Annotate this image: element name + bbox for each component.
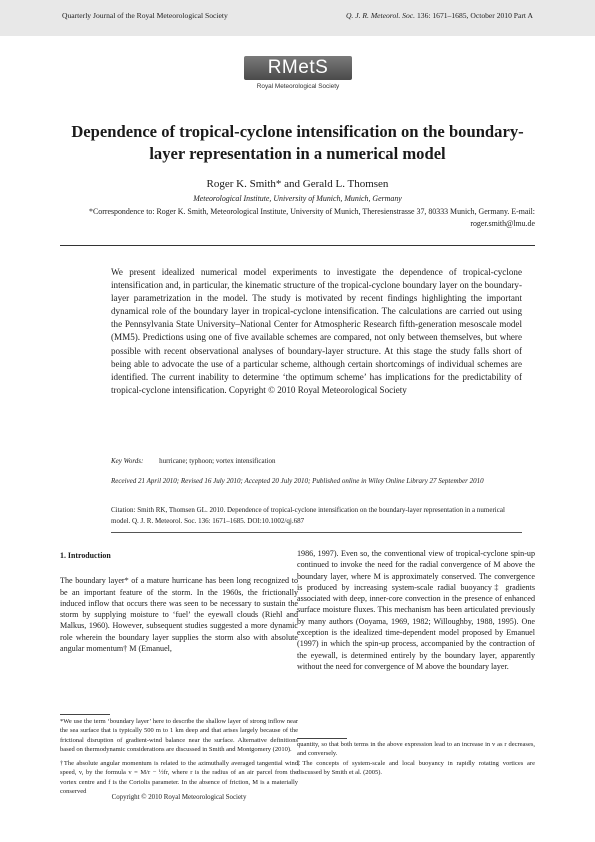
footnote-buoyancy: ‡The concepts of system-scale and local buoyancy in rapidly rotating vortices are discussed by Smith et al. (2005). <box>297 760 535 777</box>
intro-paragraph-cont: 1986, 1997). Even so, the conventional view of tropical-cyclone spin-up continued to invoke the need for the radial convergence of M above the boundary layer, where M is approximately conserved. The convergence is produced by increasing system-scale radial buoyancy‡ gradients associated with deep, inner-core convection in the presence of enhanced surface moisture fluxes. This mechanism has been articulated previously by many authors (Ooyama, 1969, 1982; Willoughby, 1988, 1995). One exception is the idealized time-dependent model proposed by Emanuel (1997) in which the spin-up process, accompanied by the contraction of the eyewall, is determined entirely by the boundary layer, apparently without the need for convergence of M above the boundary layer. <box>297 549 535 671</box>
section-heading: 1. Introduction <box>60 551 111 560</box>
volume-pages: 136: 1671–1685, <box>416 11 469 20</box>
page-footer: Copyright © 2010 Royal Meteorological Society <box>111 794 247 801</box>
society-name: Royal Meteorological Society <box>256 83 340 90</box>
footnote-boundary-layer: *We use the term ‘boundary layer’ here to describe the shallow layer of strong inflow near the sea surface that is typically 500 m to 1 km deep and that arises largely because of the frictional disruption of gradient-wind balance near the surface. Alternative definitions based on thermodynamic considerations are discussed in Smith and Montgomery (2010). <box>60 718 298 753</box>
keywords-label: Key Words: <box>111 457 144 465</box>
footnote-angular-momentum: †The absolute angular momentum is related to the azimuthally averaged tangential wind speed, v, by the formula v = M/r − ½fr, where r is the radius of an air parcel from the vortex centre and f is the Coriolis parameter. In the absence of friction, M is a materially conserved <box>60 760 298 795</box>
issue-info: October 2010 Part A <box>470 11 533 20</box>
publication-dates: Received 21 April 2010; Revised 16 July 2010; Accepted 20 July 2010; Published online in Wiley Online Library 27 September 2010 <box>111 477 484 485</box>
column-left <box>60 550 298 654</box>
abstract: We present idealized numerical model experiments to investigate the dependence of tropical-cyclone intensification and, in particular, the kinematic structure of the tropical-cyclone boundary layer on the boundary-layer parametrization in the model. The study is motivated by recent findings highlighting the important dynamical role of the boundary layer in tropical-cyclone intensification. The calculations are carried out using the Pennsylvania State University–National Center for Atmospheric Research fifth-generation mesoscale model (MM5). Predictions using one of five available schemes are compared, not only between themselves, but where possible with recent observational analyses of boundary-layer structure. At this stage the study falls short of being able to advocate the use of a particular scheme, although certain shortcomings of individual schemes are identified. The current inability to determine ‘the optimum scheme’ has implications for the predictability of tropical-cyclone intensification. Copyright © 2010 Royal Meteorological Society <box>111 267 522 395</box>
keywords: hurricane; typhoon; vortex intensification <box>159 457 276 465</box>
footnote-rule-right <box>297 738 347 739</box>
journal-citation-header <box>346 11 533 20</box>
rmets-logo: RMetS <box>244 56 352 80</box>
journal-abbrev: Q. J. R. Meteorol. Soc. <box>345 11 416 20</box>
keywords-line <box>111 457 276 465</box>
intro-paragraph: The boundary layer* of a mature hurricane has been long recognized to be an important feature of the storm. In the 1960s, the frictionally induced inflow that occurs there was seen to be necessary to sustain the storm by supplying moisture to ‘fuel’ the eyewall clouds (Riehl and Malkus, 1960). However, subsequent studies suggested a more dynamic role wherein the boundary layer supplies the storm also with absolute angular momentum† M (Emanuel, <box>60 576 298 654</box>
correspondence: *Correspondence to: Roger K. Smith, Meteorological Institute, University of Munich, Theresienstrasse 37, 80333 Munich, Germany. E-mail: roger.smith@lmu.de <box>89 207 535 228</box>
article-authors: Roger K. Smith* and Gerald L. Thomsen <box>206 178 389 190</box>
divider-top <box>60 245 535 246</box>
author-affiliation: Meteorological Institute, University of Munich, Munich, Germany <box>193 194 402 203</box>
footnote-rule-left <box>60 714 110 715</box>
article-citation: Citation: Smith RK, Thomsen GL. 2010. Dependence of tropical-cyclone intensification on the boundary-layer representation in a numerical model. Q. J. R. Meteorol. Soc. 136: 1671–1685. DOI:10.1002/qj.687 <box>111 506 505 525</box>
article-title: Dependence of tropical-cyclone intensification on the boundary-layer representation in a numerical model <box>71 122 524 163</box>
journal-name: Quarterly Journal of the Royal Meteorological Society <box>62 11 228 20</box>
footnote-continued: quantity, so that both terms in the above expression lead to an increase in v as r decreases, and conversely. <box>297 741 535 758</box>
divider-abstract <box>111 532 522 533</box>
column-right <box>297 548 535 672</box>
